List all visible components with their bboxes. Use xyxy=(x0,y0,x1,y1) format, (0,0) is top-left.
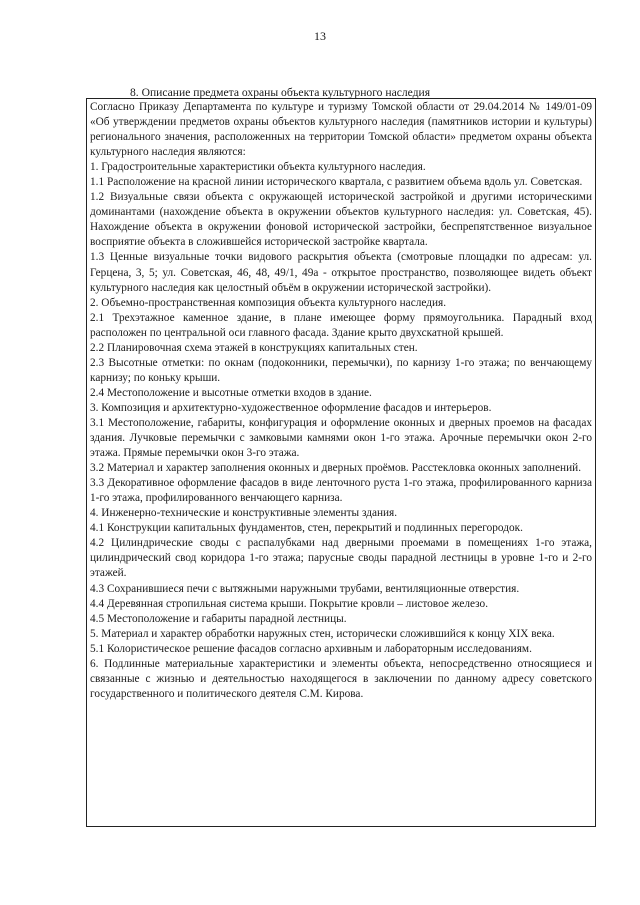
item-5: 5. Материал и характер обработки наружных стен, исторически сложившийся к концу XIX века. xyxy=(90,627,555,640)
item-1-2: 1.2 Визуальные связи объекта с окружающей исторической застройкой и другими историческими доминантами (нахождение объекта в окружении объектов культурного наследия: ул. Советская, 45). Нахождение объекта в окружении фоновой исторической застройки, беспрепятственное визуальное восприятие объекта в сложившейся исторической застройке квартала. xyxy=(90,191,592,249)
item-4-4: 4.4 Деревянная стропильная система крыши. Покрытие кровли – листовое железо. xyxy=(90,597,489,610)
item-1-1: 1.1 Расположение на красной линии исторического квартала, с развитием объема вдоль ул. Советская. xyxy=(90,176,583,189)
item-2-4: 2.4 Местоположение и высотные отметки входов в здание. xyxy=(90,386,372,399)
protection-subject-box xyxy=(86,98,596,827)
item-4-5: 4.5 Местоположение и габариты парадной лестницы. xyxy=(90,612,347,625)
item-4-1: 4.1 Конструкции капитальных фундаментов, стен, перекрытий и подлинных перегородок. xyxy=(90,522,523,535)
intro-paragraph: Согласно Приказу Департамента по культуре и туризму Томской области от 29.04.2014 № 149/01-09 «Об утверждении предметов охраны объектов культурного наследия (памятников истории и культуры) регионального значения, расположенных на территории Томской области» предметом охраны объекта культурного наследия являются: xyxy=(90,101,592,159)
item-2: 2. Объемно-пространственная композиция объекта культурного наследия. xyxy=(90,296,447,309)
item-3: 3. Композиция и архитектурно-художественное оформление фасадов и интерьеров. xyxy=(90,401,492,414)
item-3-3: 3.3 Декоративное оформление фасадов в виде ленточного руста 1-го этажа, профилированного карниза 1-го этажа, профилированного венчающего карниза. xyxy=(90,477,592,505)
item-2-1: 2.1 Трехэтажное каменное здание, в плане имеющее форму прямоугольника. Парадный вход расположен по центральной оси главного фасада. Здание крыто двухскатной крышей. xyxy=(90,311,592,339)
item-4-3: 4.3 Сохранившиеся печи с вытяжными наружными трубами, вентиляционные отверстия. xyxy=(90,582,520,595)
item-5-1: 5.1 Колористическое решение фасадов согласно архивным и лабораторным исследованиям. xyxy=(90,642,532,655)
item-2-3: 2.3 Высотные отметки: по окнам (подоконники, перемычки), по карнизу 1-го этажа; по венчающему карнизу; по коньку крыши. xyxy=(90,356,592,384)
section-heading: 8. Описание предмета охраны объекта культурного наследия xyxy=(130,86,431,99)
item-3-2: 3.2 Материал и характер заполнения оконных и дверных проёмов. Расстекловка оконных заполнений. xyxy=(90,462,582,475)
item-2-2: 2.2 Планировочная схема этажей в конструкциях капитальных стен. xyxy=(90,341,418,354)
item-1: 1. Градостроительные характеристики объекта культурного наследия. xyxy=(90,161,426,174)
item-1-3: 1.3 Ценные визуальные точки видового раскрытия объекта (смотровые площадки по адресам: ул. Герцена, 3, 5; ул. Советская, 46, 48, 49/1, 49а - открытое пространство, позволяющее видеть объект культурного наследия как целостный объём в окружении исторической застройки). xyxy=(90,251,592,294)
item-4-2: 4.2 Цилиндрические своды с распалубками над дверными проемами в помещениях 1-го этажа, цилиндрический свод коридора 1-го этажа; парусные своды парадной лестницы в уровне 1-го и 2-го этажей. xyxy=(90,537,592,580)
item-4: 4. Инженерно-технические и конструктивные элементы здания. xyxy=(90,507,398,520)
page-number: 13 xyxy=(314,29,326,43)
item-3-1: 3.1 Местоположение, габариты, конфигурация и оформление оконных и дверных проемов на фасадах здания. Лучковые перемычки с замковыми камнями окон 1-го этажа. Арочные перемычки окон 2-го этажа. Прямые перемычки окон 3-го этажа. xyxy=(90,416,592,460)
item-6: 6. Подлинные материальные характеристики и элементы объекта, непосредственно относящиеся и связанные с жизнью и деятельностью находящегося в заключении по данному адресу советского государственного и политического деятеля С.М. Кирова. xyxy=(90,657,592,700)
